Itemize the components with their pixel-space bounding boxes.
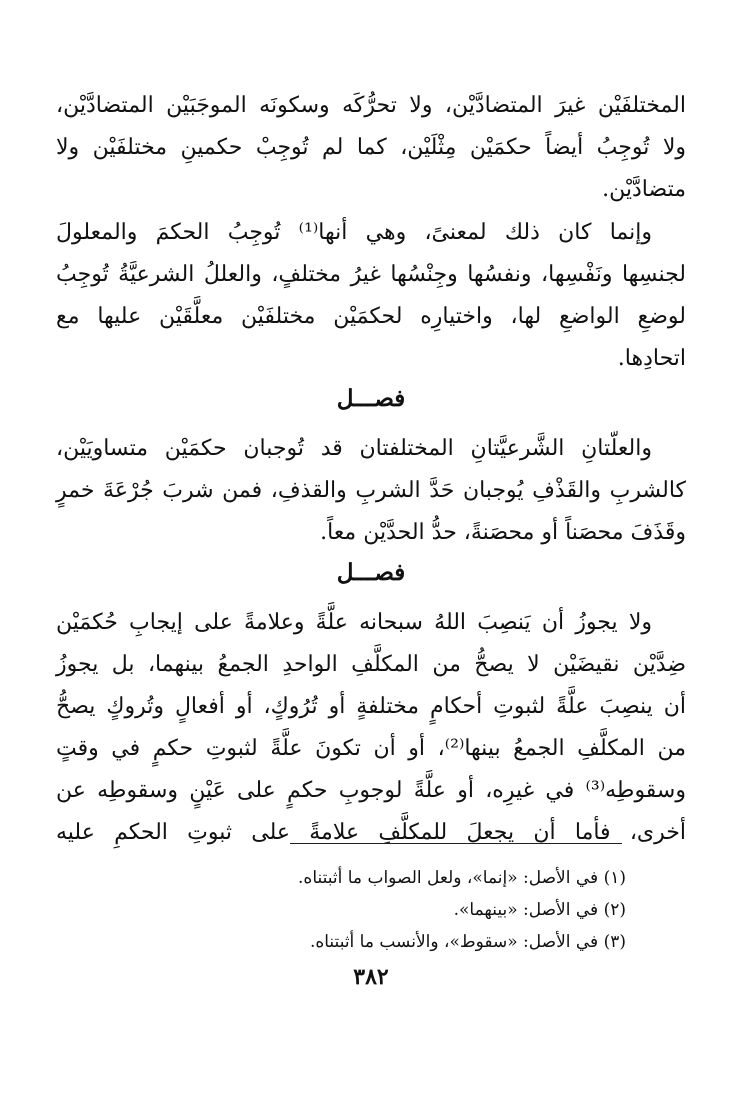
text-line: وسقوطِه⁽³⁾ في غيرِه، أو علَّةً لوجوبِ حكمٍ على عَيْنٍ وسقوطِه عن (56, 778, 686, 803)
section-heading: فصـــل (336, 385, 406, 412)
footnote: (٢) في الأصل: «بينهما». (453, 900, 626, 920)
paragraph-4 (56, 602, 686, 854)
footnote: (١) في الأصل: «إنما»، ولعل الصواب ما أثبتناه. (298, 868, 626, 888)
text-line: متضادَّيْن. (602, 177, 686, 202)
paragraph-3 (56, 428, 686, 554)
text-line: لوضعِ الواضعِ لها، واختيارِه لحكمَيْن مختلفَيْن معلَّقَيْن عليها مع (56, 304, 686, 329)
section-heading: فصـــل (336, 559, 406, 586)
text-line: اتحادِها. (617, 346, 686, 371)
text-line: وقَذَفَ محصَناً أو محصَنةً، حدُّ الحدَّيْن معاً. (320, 520, 686, 545)
text-line: ضِدَّيْن نقيضَيْن لا يصحُّ من المكلَّفِ الواحدِ الجمعُ بينهما، بل يجوزُ (56, 652, 686, 677)
footnote-divider (290, 843, 622, 844)
page-number: ٣٨٢ (353, 964, 389, 990)
footnote: (٣) في الأصل: «سقوط»، والأنسب ما أثبتناه. (309, 932, 626, 952)
text-line: كالشربِ والقَذْفِ يُوجبان حَدَّ الشربِ والقذفِ، فمن شربَ جُرْعَةَ خمرٍ (56, 478, 686, 503)
text-line: وإنما كان ذلك لمعنىً، وهي أنها⁽¹⁾ تُوجِبُ الحكمَ والمعلولَ (56, 220, 652, 245)
text-line: المختلفَيْن غيرَ المتضادَّيْن، ولا تحرُّكَه وسكونَه الموجَبَيْن المتضادَّيْن، (56, 93, 686, 118)
text-line: من المكلَّفِ الجمعُ بينها⁽²⁾، أو أن تكونَ علَّةً لثبوتِ حكمٍ في وقتٍ (56, 736, 687, 761)
text-line: لجنسِها ونَفْسِها، ونفسُها وجِنْسُها غيرُ مختلفٍ، والعللُ الشرعيَّةُ تُوجِبُ (56, 262, 686, 287)
paragraph-2 (56, 212, 686, 380)
text-line: ولا يجوزُ أن يَنصِبَ اللهُ سبحانه علَّةً وعلامةً على إيجابِ حُكمَيْن (56, 610, 652, 635)
text-line: والعلّتانِ الشَّرعيَّتانِ المختلفتان قد تُوجبان حكمَيْن متساويَيْن، (56, 436, 652, 461)
text-line: ولا تُوجِبُ أيضاً حكمَيْن مِثْلَيْن، كما لم تُوجِبْ حكمينِ مختلفَيْن ولا (56, 135, 686, 160)
footnotes (56, 862, 626, 958)
paragraph-1 (56, 85, 686, 211)
text-line: أن ينصِبَ علَّةً لثبوتِ أحكامٍ مختلفةٍ أو تُرُوكٍ، أو أفعالٍ وتُروكٍ يصحُّ (56, 694, 686, 719)
text-line: أخرى، فأما أن يجعلَ للمكلَّفِ علامةً على ثبوتِ الحكمِ عليه (56, 820, 686, 845)
